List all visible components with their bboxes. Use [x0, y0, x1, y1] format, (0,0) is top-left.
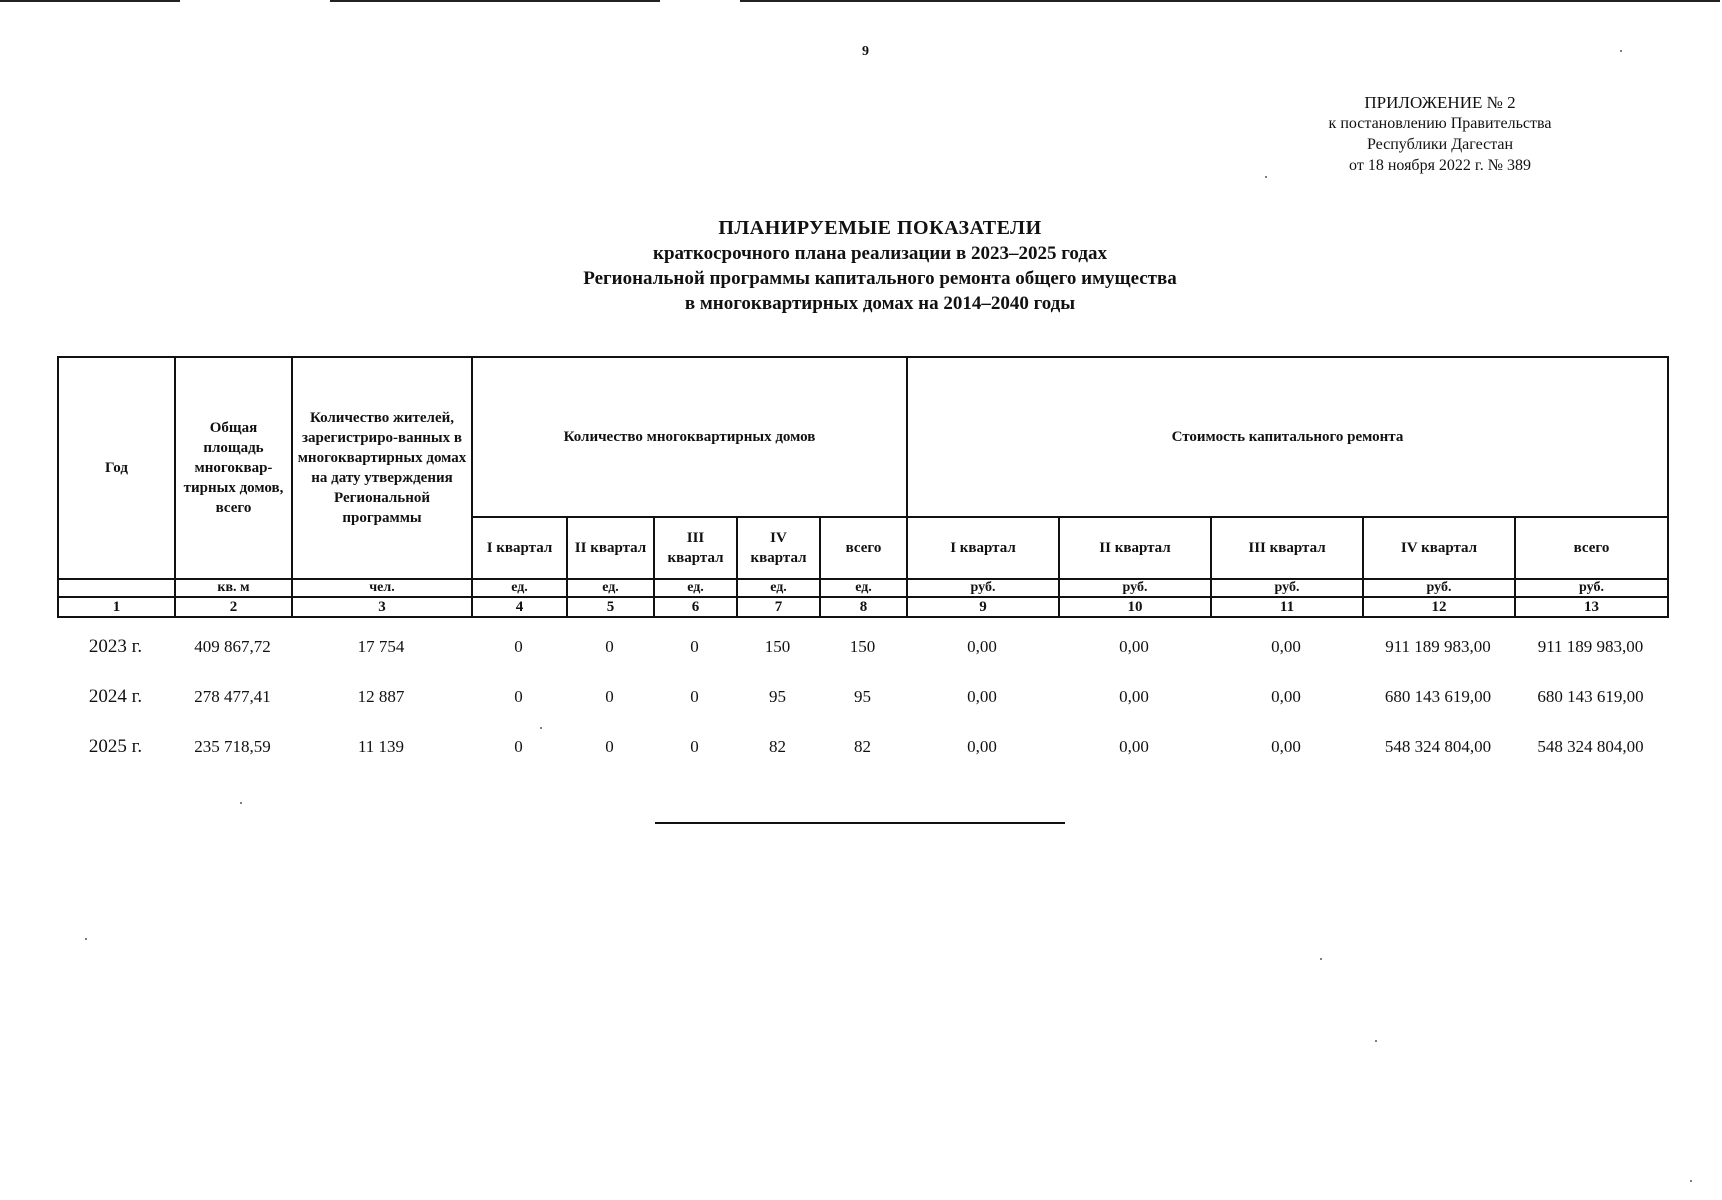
appendix-line: ПРИЛОЖЕНИЕ № 2 — [1364, 93, 1516, 112]
scan-speck — [240, 802, 242, 804]
cell-houses-q4: 82 — [769, 737, 786, 756]
page-number: 9 — [862, 44, 869, 59]
header-houses-q1: I квартал — [472, 517, 567, 579]
column-numbers-row — [58, 597, 1668, 617]
unit-cell: ед. — [820, 579, 907, 597]
cell-houses-total: 95 — [854, 687, 871, 706]
scan-edge-line — [330, 0, 660, 2]
header-area: Общая площадь многоквар-тирных домов, всего — [175, 357, 292, 579]
header-houses-q4: IV квартал — [737, 517, 820, 579]
table-row — [57, 622, 1667, 672]
header-cost-q3: III квартал — [1211, 517, 1363, 579]
header-residents: Количество жителей, зарегистриро-ванных в многоквартирных домах на дату утверждения Региональной программы — [292, 357, 472, 579]
cell-houses-q2: 0 — [605, 737, 614, 756]
header-cost-q2: II квартал — [1059, 517, 1211, 579]
header-cost-q4: IV квартал — [1363, 517, 1515, 579]
unit-cell: руб. — [907, 579, 1059, 597]
unit-cell — [58, 579, 175, 597]
cell-cost-q4: 680 143 619,00 — [1384, 687, 1492, 706]
unit-cell: руб. — [1211, 579, 1363, 597]
scan-edge-line — [0, 0, 180, 2]
cell-houses-q1: 0 — [514, 637, 523, 656]
cell-houses-q2: 0 — [605, 687, 614, 706]
header-year: Год — [58, 357, 175, 579]
cell-residents: 17 754 — [357, 637, 405, 656]
header-cost-q1: I квартал — [907, 517, 1059, 579]
cell-cost-q3: 0,00 — [1271, 737, 1301, 756]
cell-cost-total: 548 324 804,00 — [1537, 737, 1644, 756]
scan-edge-line — [740, 0, 1720, 2]
column-number: 4 — [472, 597, 567, 617]
appendix-header — [1300, 92, 1580, 176]
cell-area: 235 718,59 — [194, 737, 271, 756]
cell-residents: 11 139 — [357, 737, 405, 756]
cell-year: 2023 г. — [88, 636, 143, 657]
cell-houses-total: 82 — [854, 737, 871, 756]
cell-houses-total: 150 — [849, 637, 876, 656]
scan-speck — [1690, 1180, 1692, 1182]
scan-speck — [1620, 50, 1622, 52]
unit-cell: ед. — [567, 579, 654, 597]
table-row — [57, 672, 1667, 722]
column-number: 12 — [1363, 597, 1515, 617]
cell-cost-q4: 911 189 983,00 — [1385, 637, 1491, 656]
unit-cell: ед. — [654, 579, 737, 597]
indicators-table-body — [57, 622, 1667, 772]
title-line: в многоквартирных домах на 2014–2040 годы — [684, 293, 1076, 314]
column-number: 5 — [567, 597, 654, 617]
scan-speck — [85, 938, 87, 940]
cell-cost-q1: 0,00 — [967, 687, 997, 706]
column-number: 13 — [1515, 597, 1668, 617]
cell-cost-q4: 548 324 804,00 — [1384, 737, 1492, 756]
unit-cell: руб. — [1059, 579, 1211, 597]
header-cost-total: всего — [1515, 517, 1668, 579]
cell-houses-q3: 0 — [690, 637, 699, 656]
cell-cost-total: 680 143 619,00 — [1537, 687, 1644, 706]
unit-cell: ед. — [472, 579, 567, 597]
appendix-line: к постановлению Правительства — [1328, 115, 1552, 132]
column-number: 1 — [58, 597, 175, 617]
title-line: Региональной программы капитального ремонта общего имущества — [583, 268, 1177, 289]
indicators-table-header — [57, 356, 1669, 618]
document-title — [400, 216, 1360, 316]
header-houses-total: всего — [820, 517, 907, 579]
cell-cost-q1: 0,00 — [967, 637, 997, 656]
unit-cell: кв. м — [175, 579, 292, 597]
column-number: 10 — [1059, 597, 1211, 617]
title-line: краткосрочного плана реализации в 2023–2025 годах — [653, 243, 1107, 264]
appendix-line: от 18 ноября 2022 г. № 389 — [1349, 157, 1531, 174]
unit-cell: ед. — [737, 579, 820, 597]
cell-cost-q3: 0,00 — [1271, 637, 1301, 656]
scan-speck — [1265, 176, 1267, 178]
units-row — [58, 579, 1668, 597]
cell-houses-q3: 0 — [690, 687, 699, 706]
column-number: 7 — [737, 597, 820, 617]
cell-year: 2024 г. — [88, 686, 143, 707]
cell-houses-q4: 150 — [764, 637, 791, 656]
header-houses-group: Количество многоквартирных домов — [472, 357, 907, 517]
column-number: 8 — [820, 597, 907, 617]
title-line: ПЛАНИРУЕМЫЕ ПОКАЗАТЕЛИ — [718, 217, 1042, 239]
cell-houses-q3: 0 — [690, 737, 699, 756]
column-number: 9 — [907, 597, 1059, 617]
cell-cost-q2: 0,00 — [1119, 637, 1149, 656]
cell-cost-q1: 0,00 — [967, 737, 997, 756]
header-houses-q2: II квартал — [567, 517, 654, 579]
cell-area: 278 477,41 — [194, 687, 271, 706]
unit-cell: чел. — [292, 579, 472, 597]
cell-houses-q1: 0 — [514, 687, 523, 706]
column-number: 6 — [654, 597, 737, 617]
cell-houses-q2: 0 — [605, 637, 614, 656]
cell-cost-q2: 0,00 — [1119, 737, 1149, 756]
cell-year: 2025 г. — [88, 736, 143, 757]
end-divider-line — [655, 822, 1065, 824]
column-number: 3 — [292, 597, 472, 617]
header-cost-group: Стоимость капитального ремонта — [907, 357, 1668, 517]
cell-cost-total: 911 189 983,00 — [1537, 637, 1644, 656]
cell-cost-q3: 0,00 — [1271, 687, 1301, 706]
cell-houses-q1: 0 — [514, 737, 523, 756]
scan-speck — [1375, 1040, 1377, 1042]
table-row — [57, 722, 1667, 772]
unit-cell: руб. — [1363, 579, 1515, 597]
scan-speck — [540, 727, 542, 729]
cell-cost-q2: 0,00 — [1119, 687, 1149, 706]
cell-houses-q4: 95 — [769, 687, 786, 706]
column-number: 11 — [1211, 597, 1363, 617]
appendix-line: Республики Дагестан — [1366, 136, 1514, 153]
unit-cell: руб. — [1515, 579, 1668, 597]
cell-residents: 12 887 — [357, 687, 405, 706]
header-houses-q3: III квартал — [654, 517, 737, 579]
cell-area: 409 867,72 — [194, 637, 271, 656]
column-number: 2 — [175, 597, 292, 617]
scan-speck — [1320, 958, 1322, 960]
